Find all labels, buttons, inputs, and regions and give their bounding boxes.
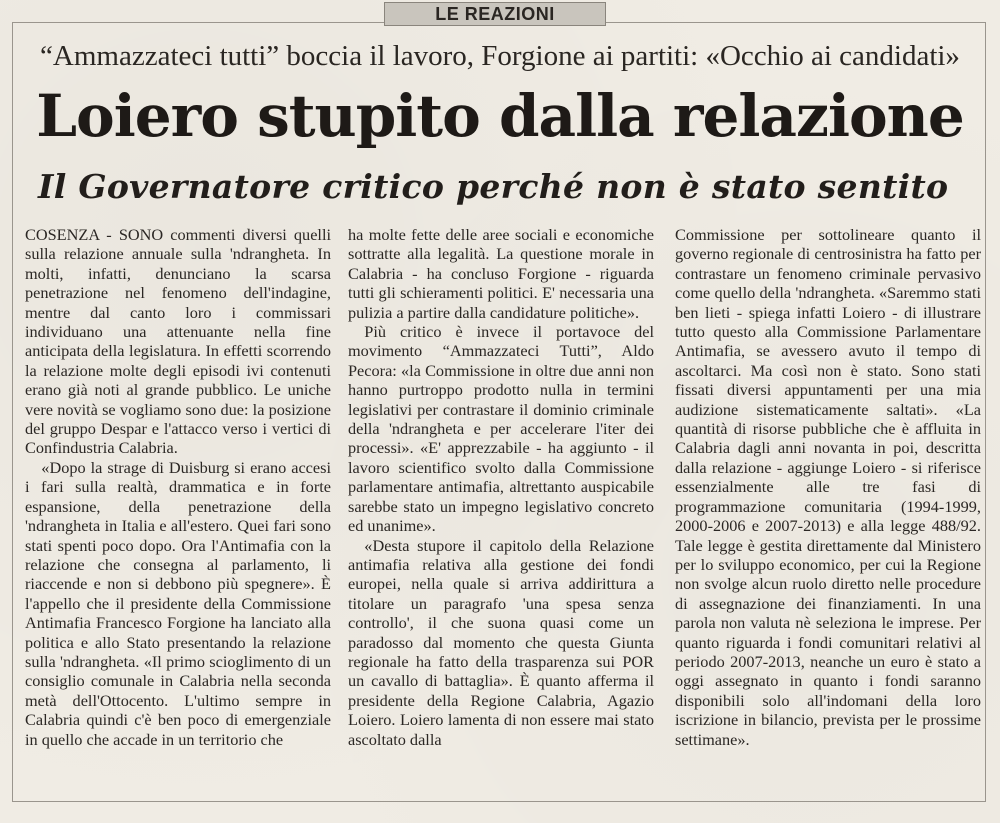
paragraph: ha molte fette delle aree sociali e economiche sottratte alla legalità. La questione morale in Calabria - ha concluso Forgione - riguarda tutti gli schieramenti politici. E' necessaria una pulizia a partire dalla candidature politiche». [348,225,654,322]
article-column-1 [25,225,331,785]
section-label: LE REAZIONI [384,2,606,26]
article-column-3 [675,225,981,785]
paragraph: Commissione per sottolineare quanto il governo regionale di centrosinistra ha fatto per contrastare un fenomeno criminale pervasivo come quello della 'ndrangheta. «Saremmo stati ben lieti - spiega infatti Loiero - di illustrare tutto questo alla Commissione Parlamentare Antimafia, se avessero avuto il tempo di ascoltarci. Ma così non è stato. Sono stati fissati diversi appuntamenti per una mia audizione sistematicamente saltati». «La quantità di risorse pubbliche che è affluita in Calabria dagli anni novanta in poi, descritta dalla relazione - aggiunge Loiero - si riferisce essenzialmente alle tre fasi di programmazione comunitaria (1994-1999, 2000-2006 e 2007-2013) e alla legge 488/92. Tale legge è gestita direttamente dal Ministero per lo sviluppo economico, per cui la Regione non svolge alcun ruolo diretto nelle procedure di assegnazione dei finanziamenti. In una parola non valuta nè seleziona le imprese. Per quanto riguarda i fondi comunitari relativi al periodo 2007-2013, neanche un euro è stato a oggi assegnato in quanto i fondi saranno disponibili solo all'indomani della loro iscrizione in bilancio, prevista per le prossime settimane». [675,225,981,749]
headline: Loiero stupito dalla relazione [36,82,964,150]
paragraph: «Desta stupore il capitolo della Relazione antimafia relativa alla gestione dei fondi europei, nella quale si arriva addirittura a titolare un paragrafo 'una spesa senza controllo', il che suona quasi come un paradosso dal momento che questa Giunta regionale ha fatto della trasparenza sui POR un cavallo di battaglia». È quanto afferma il presidente della Regione Calabria, Agazio Loiero. Loiero lamenta di non essere mai stato ascoltato dalla [348,535,654,749]
kicker: “Ammazzateci tutti” boccia il lavoro, Forgione ai partiti: «Occhio ai candidati» [40,40,960,72]
subheadline: Il Governatore critico perché non è stato sentito [38,167,949,206]
article-column-2 [348,225,654,785]
paragraph: Più critico è invece il portavoce del movimento “Ammazzateci Tutti”, Aldo Pecora: «la Commissione in oltre due anni non hanno purtroppo prodotto nulla in termini legislativi per contrastare il dominio criminale della 'ndrangheta e per accelerare l'iter dei processi». «E' apprezzabile - ha aggiunto - il lavoro scientifico svolto dalla Commissione parlamentare antimafia, altrettanto auspicabile sarebbe stato un impegno legislativo concreto ed unanime». [348,322,654,536]
paragraph: «Dopo la strage di Duisburg si erano accesi i fari sulla realtà, drammatica e in forte espansione, della penetrazione della 'ndrangheta in Italia e all'estero. Quei fari sono stati spenti poco dopo. Ora l'Antimafia con la relazione che consegna al parlamento, li riaccende e non si debbono più spegnere». È l'appello che il presidente della Commissione Antimafia Francesco Forgione ha lanciato alla politica e allo Stato presentando la relazione sulla 'ndrangheta. «Il primo scioglimento di un consiglio comunale in Calabria nella seconda metà dell'Ottocento. L'ultimo sempre in Calabria quindi c'è ben poco di emergenziale in quello che accade in un territorio che [25,457,331,749]
paragraph: COSENZA - SONO commenti diversi quelli sulla relazione annuale sulla 'ndrangheta. In molti, infatti, denunciano la scarsa penetrazione nel fenomeno dell'indagine, mentre dal canto loro i commissari individuano una attenuante nella fine anticipata della legislatura. In effetti scorrendo la relazione molte degli episodi ivi contenuti erano già noti al grande pubblico. Le uniche vere novità se vogliamo sono due: la posizione del gruppo Despar e l'attacco verso i vertici di Confindustria Calabria. [25,225,331,458]
